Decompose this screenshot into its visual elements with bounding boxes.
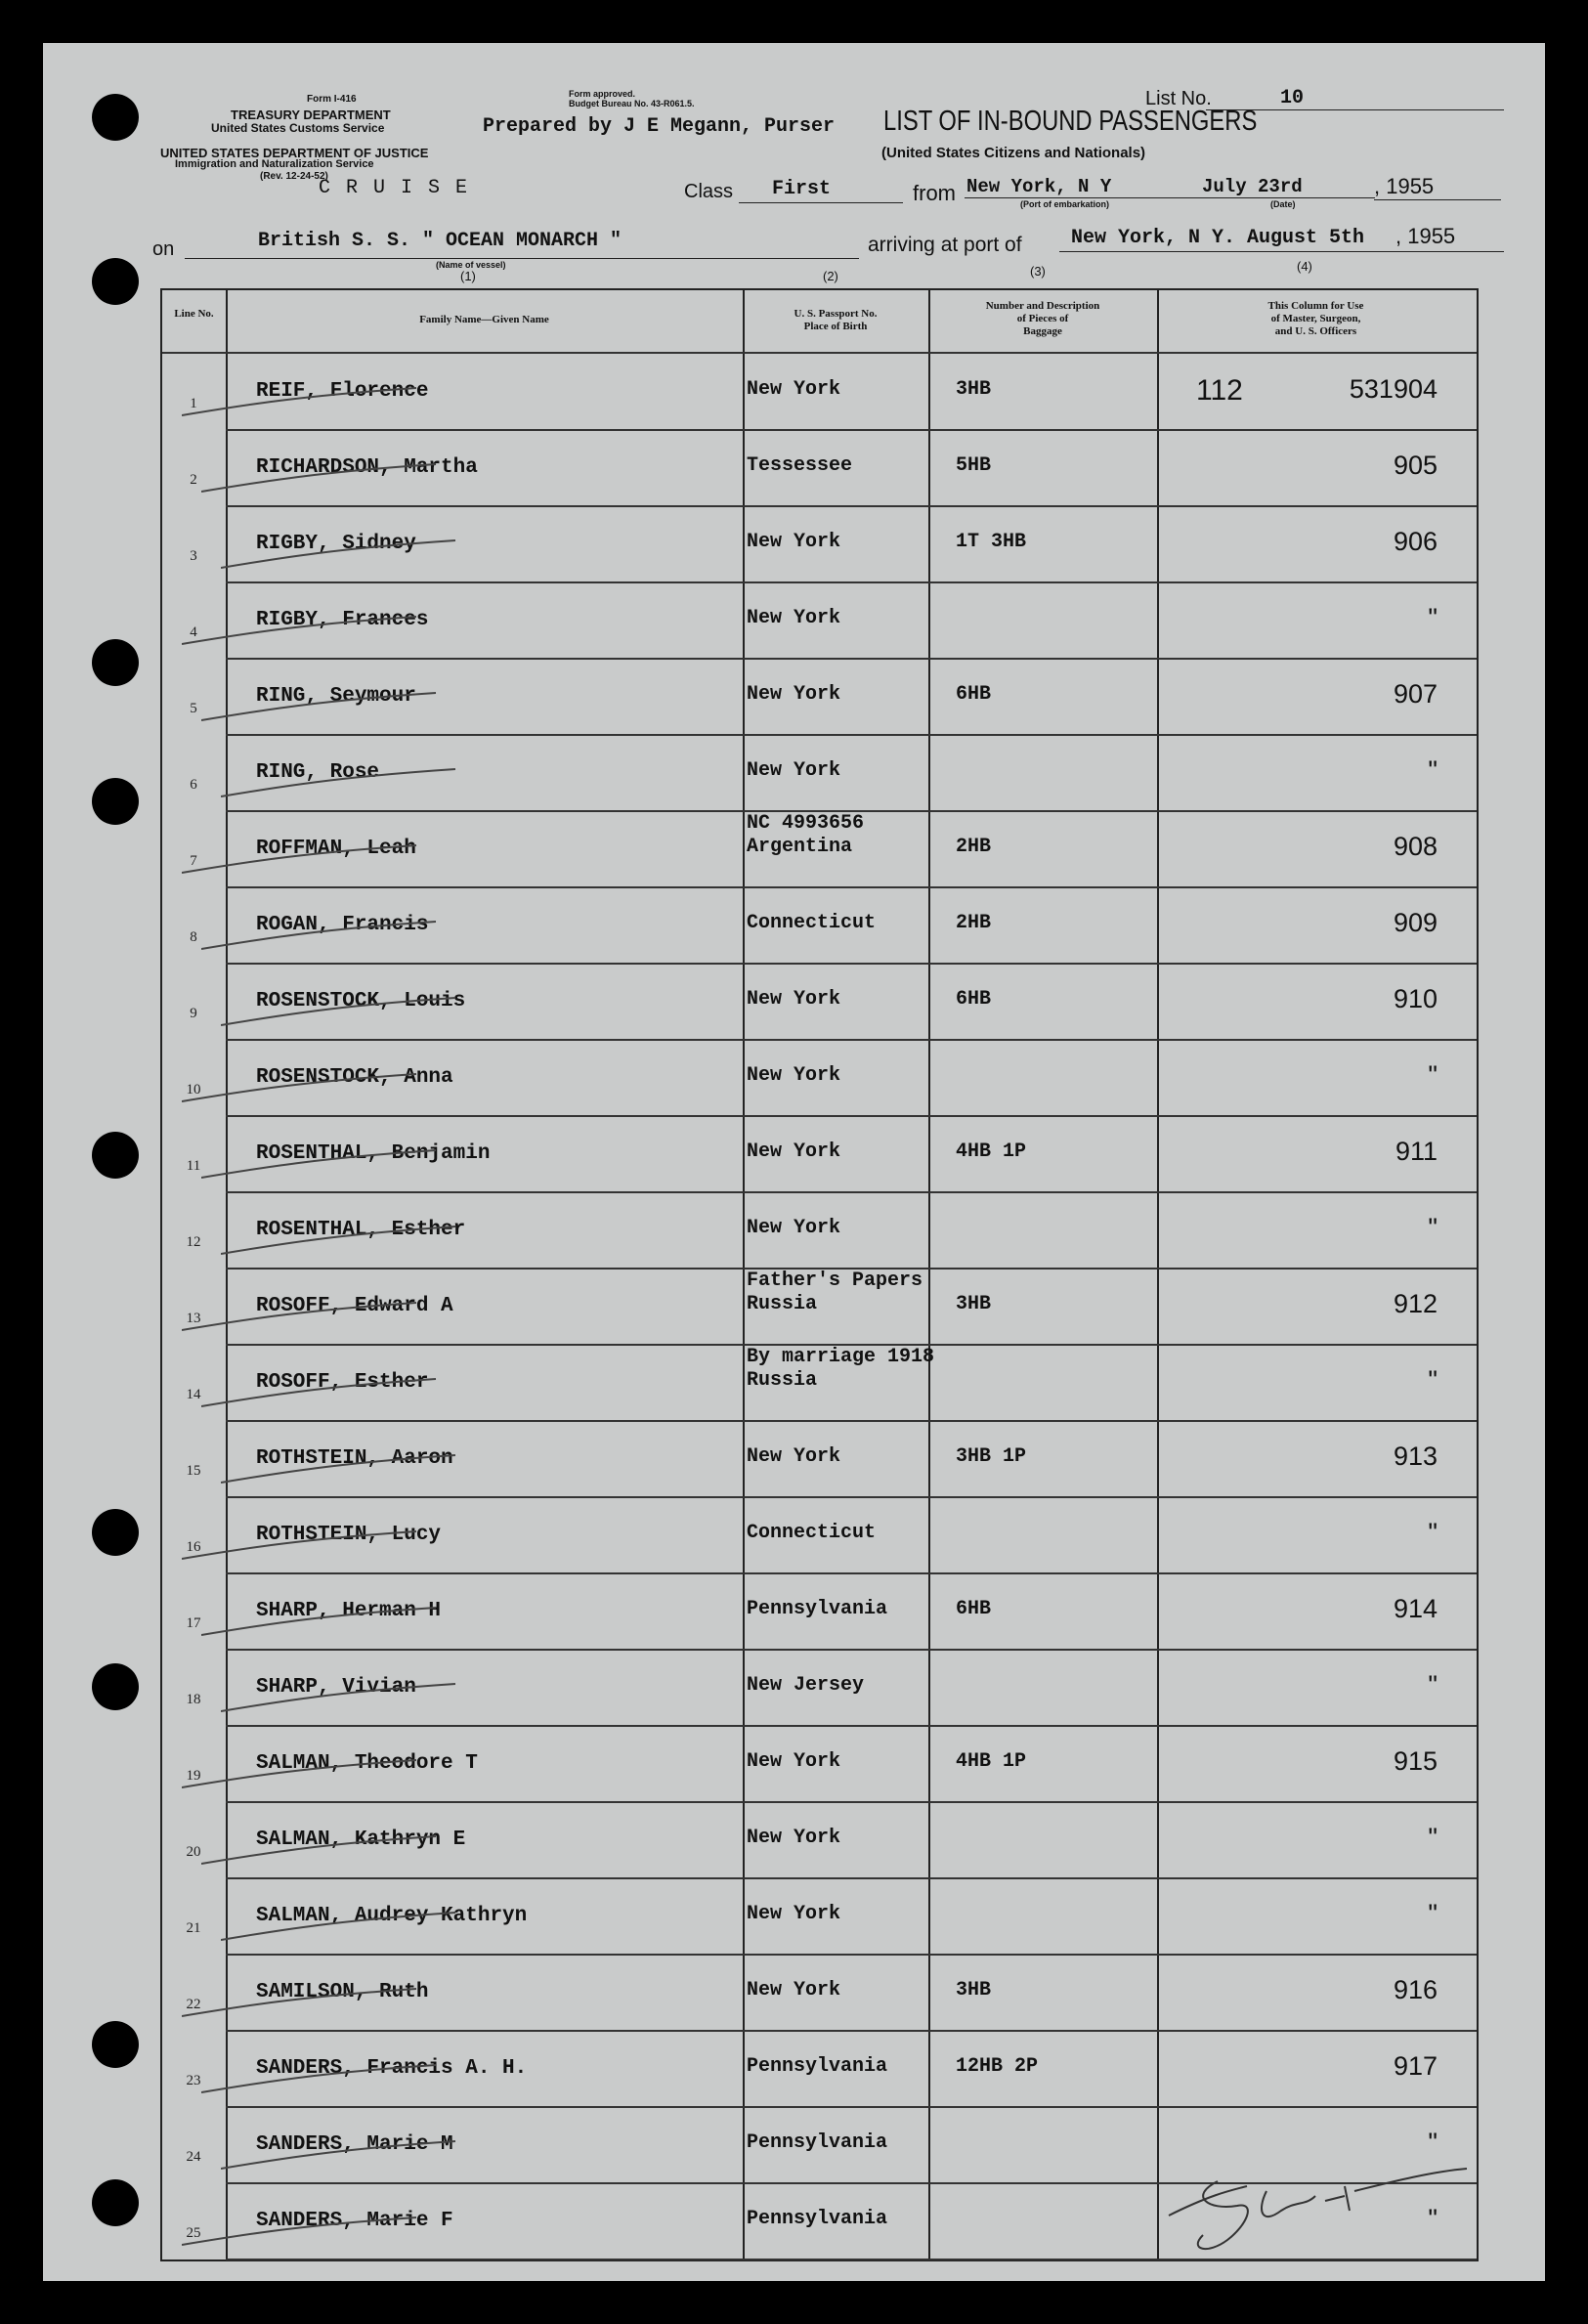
place-of-birth: New York [747, 1979, 841, 2001]
place-of-birth: Connecticut [747, 1522, 877, 1544]
line-number: 20 [186, 1844, 201, 1860]
table-row [226, 1801, 1477, 1803]
officer-number: " [1428, 1823, 1438, 1852]
col-header-baggage-l1: Number and Description [985, 300, 1100, 312]
baggage-count: 12HB 2P [956, 2055, 1039, 2078]
officer-number: 913 [1393, 1442, 1438, 1471]
check-mark-icon [221, 535, 465, 574]
col-header-officers-l2: of Master, Surgeon, [1270, 313, 1361, 324]
officer-number: 907 [1393, 679, 1438, 709]
table-row [226, 658, 1477, 660]
check-mark-icon [182, 2212, 426, 2251]
check-mark-icon [201, 1830, 446, 1870]
place-of-birth: Russia [747, 1369, 818, 1392]
table-row [226, 1649, 1477, 1651]
line-number: 24 [186, 2149, 201, 2165]
line-number: 3 [190, 548, 197, 564]
line-number: 4 [190, 624, 197, 640]
place-of-birth: Argentina [747, 836, 853, 858]
col-header-officers-l1: This Column for Use [1267, 300, 1364, 312]
year1-underline [1374, 199, 1501, 200]
line-number: 14 [186, 1387, 201, 1402]
passenger-name: ROSOFF, Esther [256, 1371, 429, 1394]
check-mark-icon [221, 1907, 465, 1946]
line-number: 6 [190, 777, 197, 793]
col-header-passport [743, 308, 928, 333]
place-of-birth: Pennsylvania [747, 2131, 888, 2154]
check-mark-icon [182, 1981, 429, 2022]
passenger-name: RICHARDSON, Martha [256, 456, 478, 479]
port-caption: (Port of embarkation) [1020, 199, 1110, 209]
check-mark-icon [201, 687, 446, 726]
list-no-value: 10 [1280, 87, 1305, 109]
class-underline [739, 202, 903, 203]
check-mark-icon [221, 1221, 465, 1260]
line-number: 25 [186, 2225, 201, 2241]
officer-number: 915 [1393, 1746, 1438, 1776]
officer-number: " [1428, 603, 1438, 632]
passenger-name: ROFFMAN, Leah [256, 838, 416, 860]
line-number: 16 [186, 1539, 201, 1555]
revision: (Rev. 12-24-52) [260, 171, 328, 182]
baggage-count: 3HB [956, 378, 992, 401]
passport-note: Father's Papers [747, 1270, 923, 1292]
immigration-service: Immigration and Naturalization Service [175, 158, 374, 170]
col-header-line-no: Line No. [174, 308, 214, 320]
baggage-count: 6HB [956, 988, 992, 1011]
passenger-name: ROTHSTEIN, Aaron [256, 1447, 453, 1470]
officer-number: 917 [1393, 2051, 1438, 2081]
officer-signature [1149, 2157, 1472, 2264]
table-row [226, 1115, 1477, 1117]
treasury-dept: TREASURY DEPARTMENT [231, 108, 391, 122]
check-mark-icon [201, 1602, 446, 1641]
binder-hole [92, 778, 139, 825]
table-row [226, 1877, 1477, 1879]
officer-number: 910 [1393, 984, 1438, 1013]
officer-number: " [1428, 1213, 1438, 1242]
place-of-birth: New Jersey [747, 1674, 865, 1697]
vessel-name: British S. S. " OCEAN MONARCH " [258, 230, 622, 252]
passenger-name: ROSENSTOCK, Anna [256, 1066, 453, 1089]
list-title: LIST OF IN-BOUND PASSENGERS [883, 106, 1258, 137]
place-of-birth: Russia [747, 1293, 818, 1315]
place-of-birth: New York [747, 1903, 841, 1925]
passport-note: By marriage 1918 [747, 1346, 935, 1368]
arriving-label: arriving at port of [868, 234, 1022, 256]
place-of-birth: Pennsylvania [747, 2055, 888, 2078]
binder-hole [92, 1663, 139, 1710]
line-number: 23 [186, 2073, 201, 2088]
col-header-baggage-l3: Baggage [1023, 325, 1062, 337]
officer-number: 905 [1393, 451, 1438, 480]
manifest-page [43, 43, 1545, 2281]
line-number: 10 [186, 1082, 201, 1097]
table-row [226, 1954, 1477, 1956]
line-number: 11 [186, 1158, 201, 1174]
place-of-birth: Pennsylvania [747, 1598, 888, 1620]
passenger-table [160, 288, 1479, 2261]
place-of-birth: New York [747, 683, 841, 706]
place-of-birth: New York [747, 378, 841, 401]
check-mark-icon [221, 2135, 465, 2174]
place-of-birth: New York [747, 607, 841, 629]
check-mark-icon [182, 380, 429, 421]
table-row [226, 1572, 1477, 1574]
check-mark-icon [182, 1068, 426, 1107]
col-header-name: Family Name—Given Name [419, 314, 549, 325]
vessel-caption: (Name of vessel) [436, 260, 506, 270]
col-header-passport-l1: U. S. Passport No. [794, 308, 878, 320]
table-row [226, 1191, 1477, 1193]
binder-hole [92, 94, 139, 141]
officer-number: " [1428, 1518, 1438, 1547]
passenger-name: ROSENTHAL, Benjamin [256, 1142, 491, 1165]
line-number: 9 [190, 1006, 197, 1021]
officer-number: 912 [1393, 1289, 1438, 1318]
baggage-count: 6HB [956, 1598, 992, 1620]
passenger-name: ROSENTHAL, Esther [256, 1219, 466, 1241]
table-row [226, 2106, 1477, 2108]
from-port: New York, N Y [966, 176, 1112, 197]
officer-number: 916 [1393, 1975, 1438, 2004]
place-of-birth: Pennsylvania [747, 2208, 888, 2230]
check-mark-icon [201, 458, 446, 497]
place-of-birth: New York [747, 759, 841, 782]
check-mark-icon [221, 763, 465, 802]
from-underline [965, 197, 1375, 198]
binder-hole [92, 2179, 139, 2226]
officer-number: " [1428, 2204, 1438, 2233]
place-of-birth: Tessessee [747, 454, 853, 477]
table-row [226, 963, 1477, 965]
passenger-name: ROTHSTEIN, Lucy [256, 1524, 442, 1546]
passenger-name: SANDERS, Marie M [256, 2133, 453, 2156]
table-row [226, 581, 1477, 583]
col-divider-4 [1157, 290, 1159, 2259]
passport-note: NC 4993656 [747, 812, 865, 835]
check-mark-icon [201, 1373, 446, 1412]
passenger-name: SALMAN, Kathryn E [256, 1829, 466, 1851]
line-number: 22 [186, 1997, 201, 2012]
col-header-officers-l3: and U. S. Officers [1274, 325, 1357, 337]
check-mark-icon [201, 1144, 446, 1184]
list-no-label: List No. [1145, 88, 1212, 109]
passenger-name: SANDERS, Francis A. H. [256, 2057, 528, 2080]
check-mark-icon [221, 992, 465, 1031]
passenger-name: RIGBY, Sidney [256, 533, 416, 555]
place-of-birth: New York [747, 1140, 841, 1163]
budget-bureau: Budget Bureau No. 43-R061.5. [569, 99, 695, 108]
officer-prefix: 112 [1196, 374, 1243, 407]
officer-number: " [1428, 1670, 1438, 1700]
officer-number: " [1428, 1899, 1438, 1928]
line-number: 12 [186, 1234, 201, 1250]
table-row [226, 886, 1477, 888]
passenger-name: RING, Rose [256, 761, 380, 784]
col-header-baggage [928, 300, 1157, 338]
check-mark-icon [182, 839, 426, 879]
check-mark-icon [221, 1449, 465, 1488]
col-divider-2 [743, 290, 745, 2259]
officer-number: 906 [1393, 527, 1438, 556]
check-mark-icon [182, 1526, 426, 1565]
officer-number: 531904 [1349, 374, 1438, 404]
passenger-name: SANDERS, Marie F [256, 2210, 453, 2232]
vessel-underline [185, 258, 859, 259]
form-approved: Form approved. [569, 89, 636, 99]
check-mark-icon [182, 609, 429, 650]
place-of-birth: New York [747, 531, 841, 553]
officer-number: " [1428, 2128, 1438, 2157]
arrival-port: New York, N Y. August 5th [1071, 227, 1365, 249]
passenger-name: ROSOFF, Edward A [256, 1295, 453, 1317]
table-row [226, 2030, 1477, 2032]
baggage-count: 6HB [956, 683, 992, 706]
prepared-by: Prepared by J E Megann, Purser [483, 115, 836, 138]
col-divider-3 [928, 290, 930, 2259]
passenger-name: ROGAN, Francis [256, 914, 429, 936]
baggage-count: 3HB 1P [956, 1445, 1027, 1468]
form-number: Form I-416 [307, 94, 357, 105]
place-of-birth: New York [747, 1064, 841, 1087]
line-number: 19 [186, 1768, 201, 1784]
passenger-name: SHARP, Vivian [256, 1676, 416, 1699]
table-row [226, 1496, 1477, 1498]
passenger-name: SAMILSON, Ruth [256, 1981, 429, 2003]
check-mark-icon [221, 1678, 465, 1717]
line-number: 13 [186, 1311, 201, 1326]
officer-number: 914 [1393, 1594, 1438, 1623]
place-of-birth: New York [747, 1217, 841, 1239]
header-divider [162, 352, 1477, 354]
officer-number: 911 [1395, 1137, 1438, 1166]
col-num-3: (3) [1030, 264, 1046, 279]
baggage-count: 4HB 1P [956, 1140, 1027, 1163]
line-number: 8 [190, 929, 197, 945]
passenger-name: REIF, Florence [256, 380, 429, 403]
passenger-name: SALMAN, Theodore T [256, 1752, 478, 1775]
binder-hole [92, 1509, 139, 1556]
year1: , 1955 [1374, 174, 1435, 198]
date-caption: (Date) [1270, 199, 1296, 209]
table-row [226, 1420, 1477, 1422]
customs-service: United States Customs Service [211, 121, 385, 135]
col-num-4: (4) [1297, 259, 1312, 274]
baggage-count: 3HB [956, 1293, 992, 1315]
table-row [226, 734, 1477, 736]
class-value: First [772, 178, 832, 200]
col-header-baggage-l2: of Pieces of [1016, 313, 1069, 324]
line-number: 5 [190, 701, 197, 716]
officer-number: 908 [1393, 832, 1438, 861]
baggage-count: 2HB [956, 912, 992, 934]
list-no-underline [1206, 109, 1504, 110]
line-number: 7 [190, 853, 197, 869]
table-row [226, 1039, 1477, 1041]
table-row [226, 505, 1477, 507]
binder-hole [92, 258, 139, 305]
officer-number: " [1428, 1060, 1438, 1090]
line-number: 15 [186, 1463, 201, 1479]
cruise-stamp: C R U I S E [319, 177, 470, 199]
binder-hole [92, 2021, 139, 2068]
baggage-count: 4HB 1P [956, 1750, 1027, 1773]
table-row [226, 1725, 1477, 1727]
check-mark-icon [201, 916, 446, 955]
year2: , 1955 [1395, 224, 1456, 248]
col-header-passport-l2: Place of Birth [803, 321, 868, 332]
officer-number: " [1428, 1365, 1438, 1395]
col-header-officers [1157, 300, 1475, 338]
class-label: Class [684, 181, 734, 202]
baggage-count: 3HB [956, 1979, 992, 2001]
passenger-name: SHARP, Herman H [256, 1600, 442, 1622]
binder-hole [92, 1132, 139, 1179]
baggage-count: 5HB [956, 454, 992, 477]
col-divider-1 [226, 290, 228, 2259]
table-row [226, 429, 1477, 431]
binder-hole [92, 639, 139, 686]
line-number: 18 [186, 1692, 201, 1707]
officer-number: " [1428, 755, 1438, 785]
line-number: 21 [186, 1920, 201, 1936]
list-subtitle: (United States Citizens and Nationals) [881, 145, 1146, 161]
line-number: 1 [190, 396, 197, 411]
baggage-count: 1T 3HB [956, 531, 1027, 553]
col-num-2: (2) [823, 269, 838, 283]
arrival-underline [1059, 251, 1504, 252]
place-of-birth: New York [747, 1445, 841, 1468]
from-label: from [913, 181, 956, 205]
col-num-1: (1) [460, 269, 476, 283]
baggage-count: 2HB [956, 836, 992, 858]
place-of-birth: Connecticut [747, 912, 877, 934]
place-of-birth: New York [747, 988, 841, 1011]
check-mark-icon [182, 1754, 426, 1793]
passenger-name: RIGBY, Frances [256, 609, 429, 631]
from-date: July 23rd [1202, 176, 1303, 197]
passenger-name: ROSENSTOCK, Louis [256, 990, 466, 1012]
line-number: 17 [186, 1615, 201, 1631]
on-label: on [152, 238, 175, 260]
passenger-name: SALMAN, Audrey Kathryn [256, 1905, 528, 1927]
line-number: 2 [190, 472, 197, 488]
place-of-birth: New York [747, 1827, 841, 1849]
check-mark-icon [201, 2059, 446, 2098]
officer-number: 909 [1393, 908, 1438, 937]
justice-dept: UNITED STATES DEPARTMENT OF JUSTICE [160, 146, 429, 160]
place-of-birth: New York [747, 1750, 841, 1773]
check-mark-icon [182, 1297, 426, 1336]
passenger-name: RING, Seymour [256, 685, 416, 708]
